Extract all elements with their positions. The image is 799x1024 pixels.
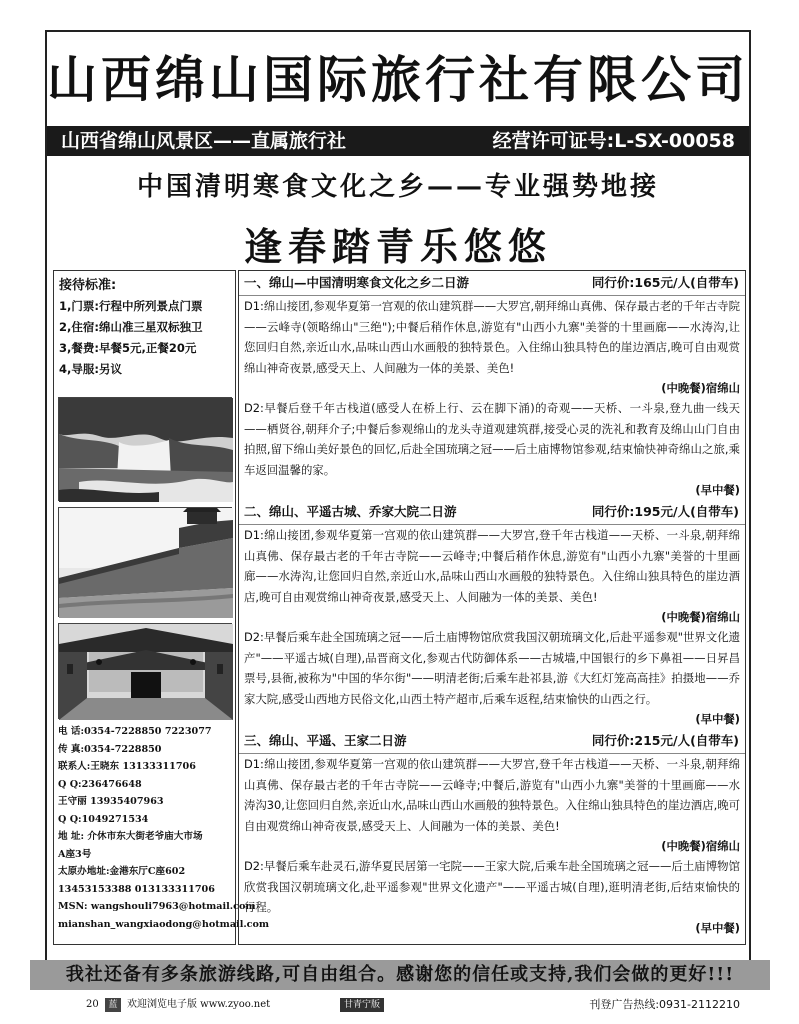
route-price: 同行价:165元/人(自带车) (591, 275, 739, 290)
route-day1: D1:绵山接团,参观华夏第一宫观的依山建筑群——大罗宫,朝拜绵山真佛、保存最古老的千年古寺院——云峰寺(领略绵山"三绝");中餐后稍作休息,游览有"山西小九寨"美誉的十里画廊——水涛沟,让您回归自然,亲近山水,品味山西山水画般的独特景色。入住绵山独具特色的崖边酒店,晚可自由观赏绵山神奇夜景,感受天上、人间融为一体的美景、美色! (244, 299, 740, 375)
footer-strip: 我社还备有多条旅游线路,可自由组合。感谢您的信任或支持,我们会做的更好!!! (30, 960, 770, 990)
route-day1: D1:绵山接团,参观华夏第一宫观的依山建筑群——大罗宫,登千年古栈道——天桥、一斗泉,朝拜绵山真佛、保存最古老的千年古寺院——云峰寺;中餐后稍作休息,游览有"山西小九寨"美誉的十里画廊——水涛沟,让您回归自然,亲近山水,品味山西山水画般的独特景色。入住绵山独具特色的崖边酒店,晚可自由观赏绵山神奇夜景,感受天上、人间融为一体的美景、美色! (244, 528, 740, 604)
ad-hotline: 刊登广告热线:0931-2112210 (589, 998, 740, 1011)
contact-block (58, 723, 270, 933)
website-text: 欢迎浏览电子版 www.zyoo.net (127, 999, 271, 1010)
route-day2-meal: (早中餐) (695, 712, 740, 726)
slogan: 中国清明寒食文化之乡——专业强势地接 (136, 172, 659, 202)
route-day2: D2:早餐后登千年古栈道(感受人在桥上行、云在脚下涌)的奇观——天桥、一斗泉,登九曲一线天——栖贤谷,朝拜介子;中餐后参观绵山的龙头寺道观建筑群,接受心灵的洗礼和教育及绵山山门自由拍照,留下绵山美好景色的回忆,后赴全国琉璃之冠——后土庙博物馆参观,结束愉快神奇绵山之旅,乘车返回温馨的家。 (244, 401, 740, 477)
contact-msn: MSN: wangshouli7963@hotmail.com (58, 901, 256, 912)
contact-address: A座3号 (58, 848, 92, 860)
contact-qq: Q Q:236476648 (58, 778, 142, 790)
route-day1-meal: (中晚餐)宿绵山 (661, 381, 740, 395)
route-day2: D2:早餐后乘车赴全国琉璃之冠——后土庙博物馆欣赏我国汉朝琉璃文化,后赴平遥参观"世界文化遗产"——平遥古城(自理),品晋商文化,参观古代防御体系——古城墙,中国银行的乡下鼻祖——日昇昌票号,县衙,被称为"中国的华尔街"——明清老街;后乘车赴祁县,游《大红灯笼高高挂》拍摄地——乔家大院,感受山西地方民俗文化,山西土特产超市,后乘车返程,结束愉快的山西之行。 (244, 630, 740, 706)
subtitle-left: 山西省绵山风景区——直属旅行社 (61, 130, 347, 152)
contact-taiyuan-address: 太原办地址:金港东厅C座602 (58, 866, 186, 877)
standards-item: 2,住宿:绵山准三星双标独卫 (59, 320, 203, 334)
courtyard-photo-art (59, 624, 233, 720)
courtyard-photo (58, 623, 232, 719)
route-title: 一、绵山—中国清明寒食文化之乡二日游 (244, 275, 470, 290)
standards-block (54, 271, 235, 384)
contact-email: mianshan_wangxiaodong@hotmail.com (58, 918, 270, 930)
contact-person: 联系人:王晓东 13133311706 (58, 761, 196, 772)
subtitle-bar (47, 126, 749, 156)
contact-qq: Q Q:1049271534 (58, 813, 149, 825)
waterfall-photo-art (59, 398, 233, 502)
route-title: 二、绵山、平遥古城、乔家大院二日游 (244, 504, 457, 519)
contact-address: 地 址: 介休市东大街老爷庙大市场 (58, 831, 203, 842)
route-day1-meal: (中晚餐)宿绵山 (661, 839, 740, 853)
standards-title: 接待标准: (59, 278, 117, 293)
contact-fax: 传 真:0354-7228850 (58, 743, 162, 755)
left-column (53, 270, 270, 945)
routes-column (238, 270, 746, 945)
route-header (239, 271, 745, 296)
route-2 (239, 500, 745, 729)
standards-item: 4,导服:另议 (59, 362, 122, 376)
route-price: 同行价:215元/人(自带车) (591, 733, 739, 748)
route-day1: D1:绵山接团,参观华夏第一宫观的依山建筑群——大罗宫,登千年古栈道——天桥、一斗泉,朝拜绵山真佛、保存最古老的千年古寺院——云峰寺;中餐后,游览有"山西小九寨"美誉的十里画廊——水涛沟30,让您回归自然,亲近山水,品味山西山水画般的独特景色。入住绵山独具特色的崖边酒店,晚可自由观赏绵山神奇夜景,感受天上、人间融为一体的美景、美色! (244, 757, 740, 833)
contact-phones: 13453153388 013133311706 (58, 883, 215, 895)
route-day2: D2:早餐后乘车赴灵石,游华夏民居第一宅院——王家大院,后乘车赴全国琉璃之冠——后土庙博物馆欣赏我国汉朝琉璃文化,赴平遥参观"世界文化遗产"——平遥古城(自理),逛明清老街,后结束愉快的行程。 (244, 859, 740, 914)
standards-item: 3,餐费:早餐5元,正餐20元 (59, 341, 197, 355)
route-day1-meal: (中晚餐)宿绵山 (661, 610, 740, 624)
route-title: 三、绵山、平遥、王家二日游 (244, 733, 407, 748)
standards-item: 1,门票:行程中所列景点门票 (59, 299, 203, 313)
route-3 (239, 729, 745, 938)
page-footer (60, 994, 750, 1016)
route-price: 同行价:195元/人(自带车) (591, 504, 739, 519)
route-header (239, 729, 745, 754)
license-number: 经营许可证号:L-SX-00058 (492, 130, 735, 152)
contact-phone: 电 话:0354-7228850 7223077 (58, 726, 212, 737)
page-number: 20 (86, 999, 99, 1010)
route-1 (239, 271, 745, 500)
route-day2-meal: (早中餐) (695, 483, 740, 497)
headline: 逢春踏青乐悠悠 (243, 225, 552, 269)
route-header (239, 500, 745, 525)
edition-badge: 蓝 (105, 998, 121, 1012)
city-wall-photo (58, 507, 232, 617)
region-badge: 甘青宁版 (340, 998, 384, 1012)
company-title: 山西绵山国际旅行社有限公司 (47, 50, 749, 109)
route-day2-meal: (早中餐) (695, 920, 740, 935)
contact-person: 王守丽 13935407963 (58, 796, 164, 807)
waterfall-photo (58, 397, 232, 501)
city-wall-photo-art (59, 508, 233, 618)
